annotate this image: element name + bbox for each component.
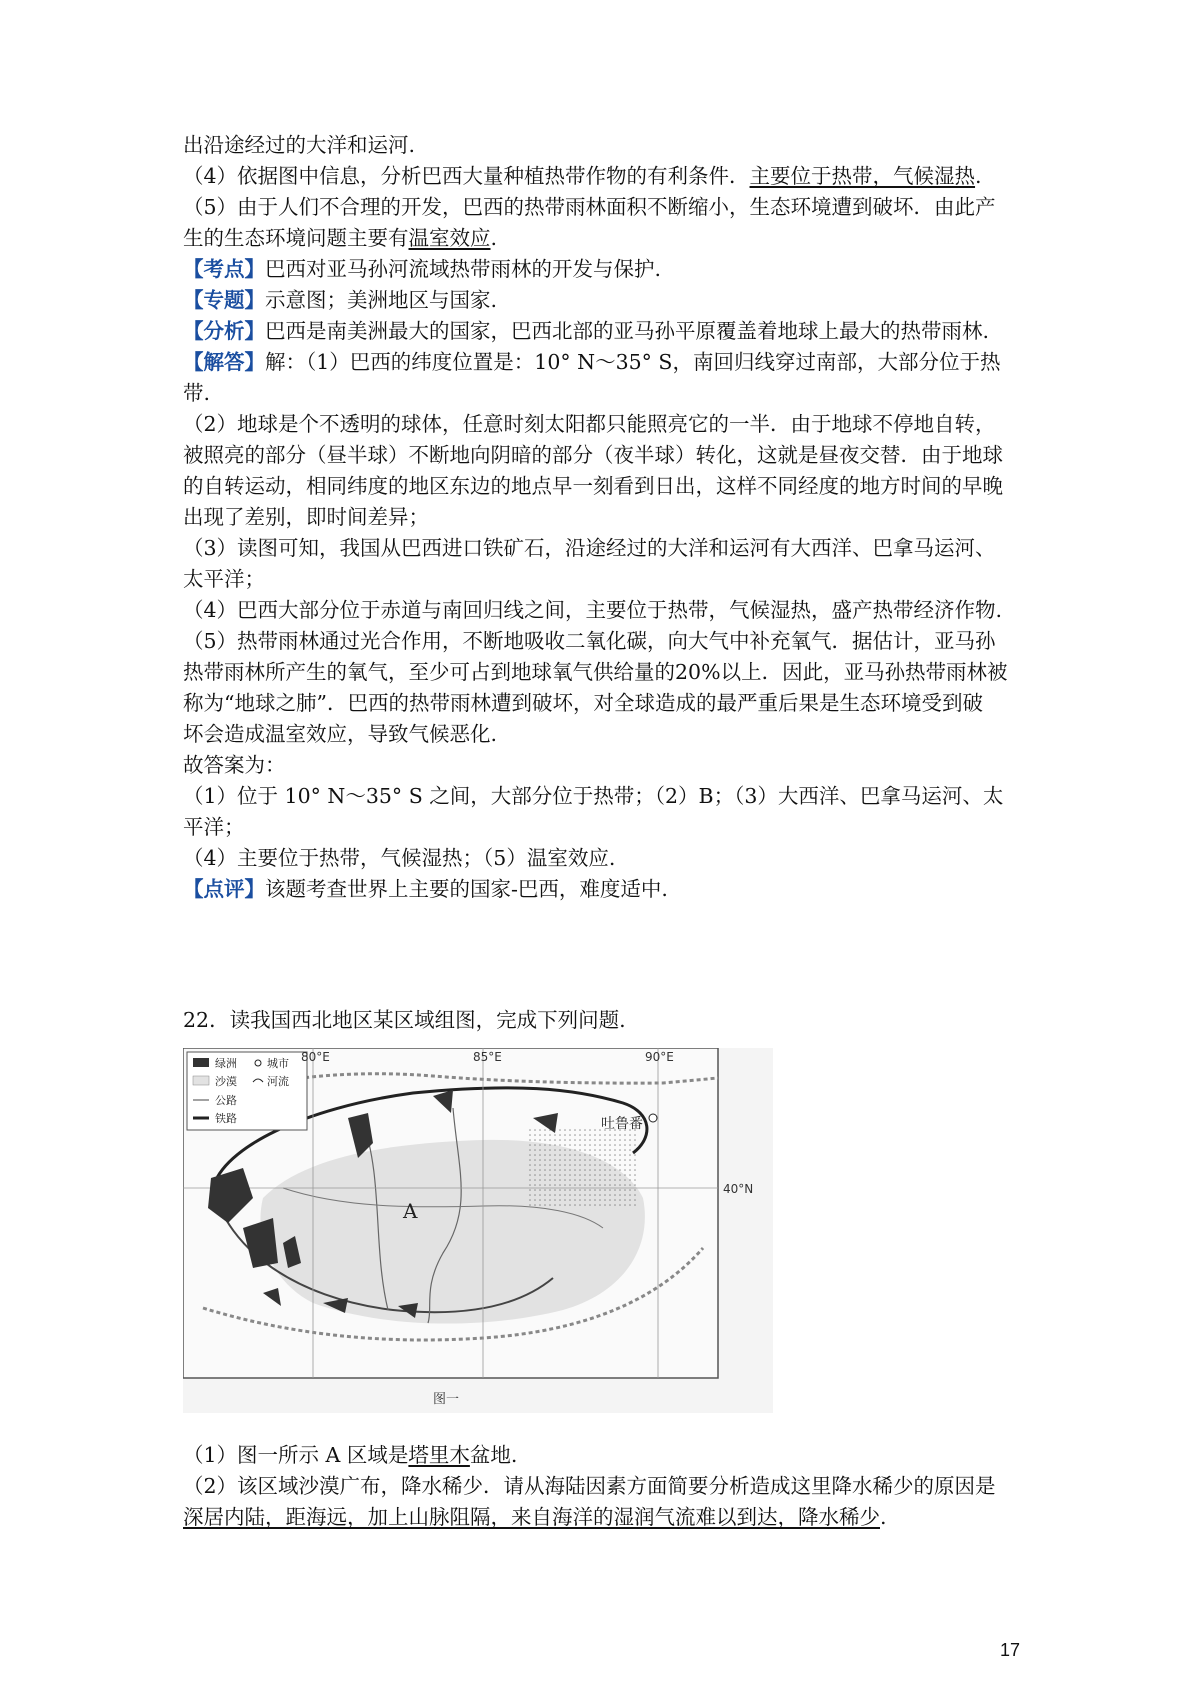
body-line: [183, 192, 1043, 223]
text-segment: 示意图；美洲地区与国家.: [265, 288, 498, 312]
body-line: [183, 378, 1043, 409]
body-line: [183, 409, 1043, 440]
legend-oasis: 绿洲: [215, 1057, 237, 1070]
underlined-answer: 塔里木: [408, 1443, 470, 1467]
body-line: [183, 471, 1043, 502]
body-line: [183, 502, 1043, 533]
body-line: [183, 533, 1043, 564]
body-line: [183, 254, 1043, 285]
page-number: 17: [1000, 1640, 1021, 1660]
legend-road: 公路: [215, 1094, 237, 1107]
underlined-answer: 温室效应: [408, 226, 491, 250]
text-segment: 太平洋；: [183, 567, 265, 591]
text-segment: .: [490, 226, 498, 250]
body-line: [183, 161, 1043, 192]
text-segment: 带.: [183, 381, 211, 405]
body-line: [183, 750, 1043, 781]
text-segment: （1）图一所示 A 区域是: [183, 1443, 409, 1467]
underlined-answer: 深居内陆，距海远，加上山脉阻隔，来自海洋的湿润气流难以到达，降水稀少: [183, 1505, 880, 1529]
question-22-answers: [183, 1440, 1043, 1533]
lon-label-85: 85°E: [473, 1050, 502, 1064]
body-line: [183, 316, 1043, 347]
question-22-title: 22．读我国西北地区某区域组图，完成下列问题.: [183, 1008, 626, 1032]
text-segment: 出沿途经过的大洋和运河.: [183, 133, 416, 157]
body-line: [183, 223, 1043, 254]
text-segment: 平洋；: [183, 815, 245, 839]
legend-city: 城市: [267, 1057, 289, 1070]
text-segment: 热带雨林所产生的氧气，至少可占到地球氧气供给量的20%以上．因此，亚马孙热带雨林被: [183, 660, 1008, 684]
body-line: [183, 781, 1043, 812]
legend-desert: 沙漠: [215, 1075, 237, 1088]
text-segment: （1）位于 10° N～35° S 之间，大部分位于热带；（2）B；（3）大西洋、巴拿马运河、太: [183, 784, 1004, 808]
lon-label-90: 90°E: [645, 1050, 674, 1064]
section-tag: 【点评】: [183, 877, 265, 901]
city-label-turpan: 吐鲁番: [601, 1116, 643, 1132]
text-segment: 被照亮的部分（昼半球）不断地向阴暗的部分（夜半球）转化，这就是昼夜交替．由于地球: [183, 443, 1003, 467]
lon-label-80: 80°E: [301, 1050, 330, 1064]
body-line: [183, 812, 1043, 843]
body-line: [183, 688, 1043, 719]
text-segment: 解：（1）巴西的纬度位置是：10° N～35° S，南回归线穿过南部，大部分位于热: [265, 350, 1001, 374]
text-segment: （4）主要位于热带，气候湿热；（5）温室效应.: [183, 846, 616, 870]
legend-river: 河流: [267, 1075, 289, 1088]
lat-label-40: 40°N: [723, 1182, 754, 1196]
section-tag: 【专题】: [183, 288, 265, 312]
legend-railway: 铁路: [215, 1112, 237, 1125]
text-segment: 该题考查世界上主要的国家-巴西，难度适中.: [265, 877, 668, 901]
body-line: [183, 130, 1043, 161]
body-line: [183, 440, 1043, 471]
answer-line: [183, 1502, 1043, 1533]
text-segment: （5）由于人们不合理的开发，巴西的热带雨林面积不断缩小，生态环境遭到破坏．由此产: [183, 195, 996, 219]
body-line: [183, 657, 1043, 688]
answer-line: [183, 1440, 1043, 1471]
body-line: [183, 719, 1043, 750]
text-segment: 巴西对亚马孙河流域热带雨林的开发与保护.: [265, 257, 662, 281]
text-segment: （2）该区域沙漠广布，降水稀少．请从海陆因素方面简要分析造成这里降水稀少的原因是: [183, 1474, 996, 1498]
body-line: [183, 595, 1043, 626]
answer-line: [183, 1471, 1043, 1502]
text-segment: （2）地球是个不透明的球体，任意时刻太阳都只能照亮它的一半．由于地球不停地自转，: [183, 412, 996, 436]
body-line: [183, 285, 1043, 316]
section-tag: 【考点】: [183, 257, 265, 281]
body-line: [183, 564, 1043, 595]
text-segment: 生的生态环境问题主要有: [183, 226, 409, 250]
region-label-a: A: [403, 1199, 418, 1223]
text-segment: （3）读图可知，我国从巴西进口铁矿石，沿途经过的大洋和运河有大西洋、巴拿马运河、: [183, 536, 996, 560]
text-segment: 称为“地球之肺”．巴西的热带雨林遭到破坏，对全球造成的最严重后果是生态环境受到破: [183, 691, 983, 715]
text-segment: .: [975, 164, 982, 188]
body-line: [183, 347, 1043, 378]
text-segment: 的自转运动，相同纬度的地区东边的地点早一刻看到日出，这样不同经度的地方时间的早晚: [183, 474, 1003, 498]
section-tag: 【分析】: [183, 319, 265, 343]
text-segment: （4）巴西大部分位于赤道与南回归线之间，主要位于热带，气候湿热，盛产热带经济作物.: [183, 598, 1003, 622]
underlined-answer: 主要位于热带，气候湿热: [749, 164, 976, 188]
section-tag: 【解答】: [183, 350, 265, 374]
text-segment: （5）热带雨林通过光合作用，不断地吸收二氧化碳，向大气中补充氧气．据估计，亚马孙: [183, 629, 996, 653]
text-segment: 出现了差别，即时间差异；: [183, 505, 429, 529]
text-segment: 盆地.: [469, 1443, 518, 1467]
text-segment: 坏会造成温室效应，导致气候恶化.: [183, 722, 498, 746]
answer-body-text: [183, 130, 1043, 905]
body-line: [183, 843, 1043, 874]
text-segment: 巴西是南美洲最大的国家，巴西北部的亚马孙平原覆盖着地球上最大的热带雨林.: [265, 319, 990, 343]
text-segment: （4）依据图中信息，分析巴西大量种植热带作物的有利条件．: [183, 164, 750, 188]
text-segment: 故答案为：: [183, 753, 286, 777]
map-caption: 图一: [433, 1392, 460, 1407]
tarim-basin-map: [183, 1048, 773, 1413]
body-line: [183, 874, 1043, 905]
body-line: [183, 626, 1043, 657]
text-segment: .: [880, 1505, 887, 1529]
